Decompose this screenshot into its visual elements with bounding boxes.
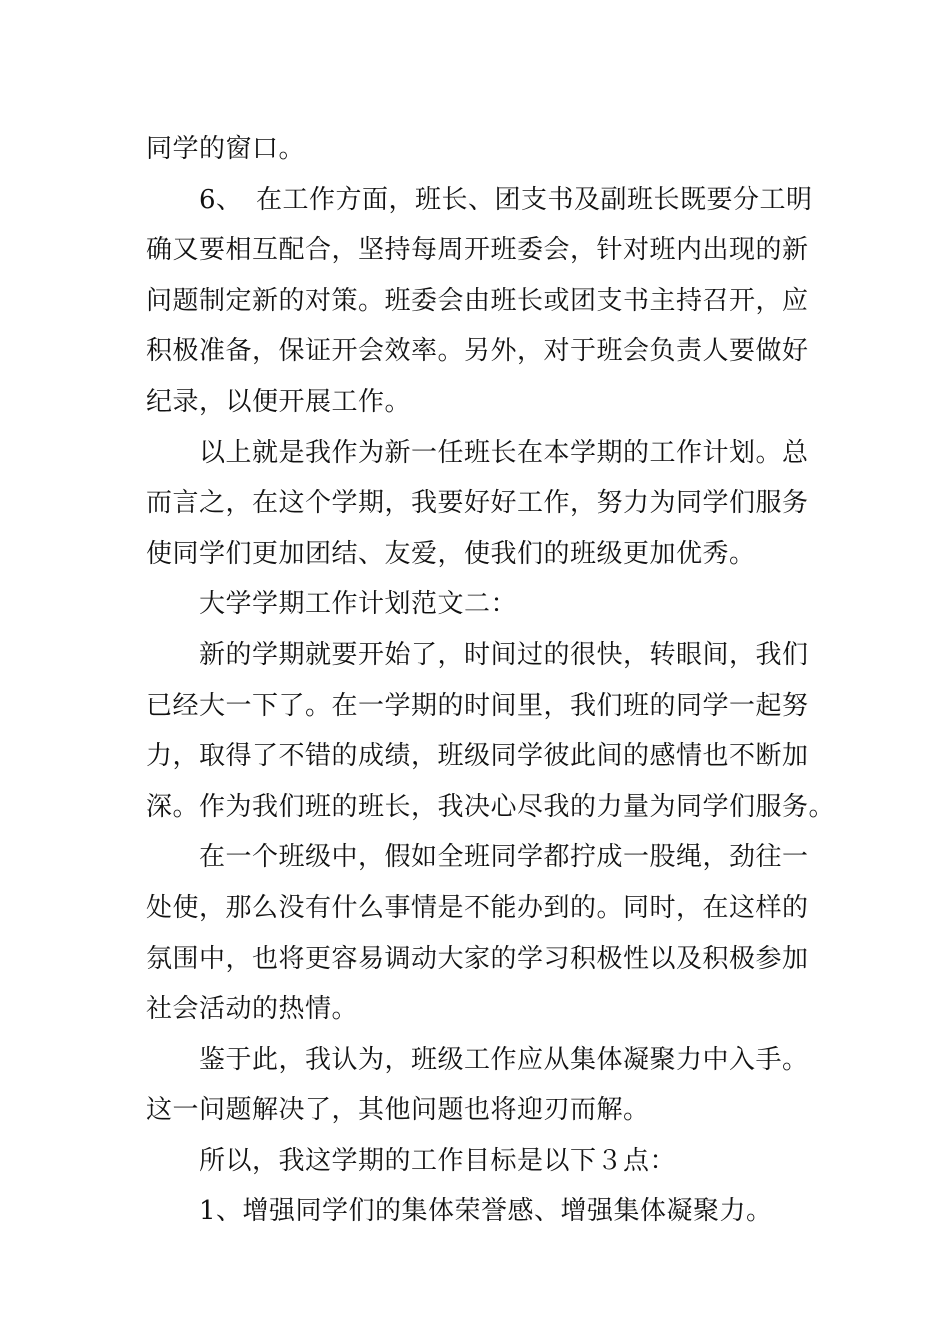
list-item: 1、增强同学们的集体荣誉感、增强集体凝聚力。 <box>146 1196 773 1227</box>
text-line: 力，取得了不错的成绩，班级同学彼此间的感情也不断加 <box>146 741 809 772</box>
text-line: 氛围中，也将更容易调动大家的学习积极性以及积极参加 <box>146 943 809 974</box>
text-line: 使同学们更加团结、友爱，使我们的班级更加优秀。 <box>146 538 756 569</box>
text-line: 在一个班级中，假如全班同学都拧成一股绳，劲往一 <box>146 842 809 873</box>
text-line: 处使，那么没有什么事情是不能办到的。同时，在这样的 <box>146 892 809 923</box>
text-line: 积极准备，保证开会效率。另外，对于班会负责人要做好 <box>146 336 809 367</box>
document-body <box>146 124 836 1237</box>
text-line: 这一问题解决了，其他问题也将迎刃而解。 <box>146 1095 650 1126</box>
text-line: 问题制定新的对策。班委会由班长或团支书主持召开，应 <box>146 285 809 316</box>
text-line: 深。作为我们班的班长，我决心尽我的力量为同学们服务。 <box>146 791 836 822</box>
section-heading: 大学学期工作计划范文二： <box>146 589 518 620</box>
text-line: 新的学期就要开始了，时间过的很快，转眼间，我们 <box>146 639 809 670</box>
text-line: 同学的窗口。 <box>146 134 306 164</box>
text-line: 确又要相互配合，坚持每周开班委会，针对班内出现的新 <box>146 235 809 266</box>
text-line: 鉴于此，我认为，班级工作应从集体凝聚力中入手。 <box>146 1044 809 1075</box>
text-line: 而言之，在这个学期，我要好好工作，努力为同学们服务 <box>146 488 809 519</box>
text-line: 社会活动的热情。 <box>146 994 359 1025</box>
text-line: 6、 在工作方面，班长、团支书及副班长既要分工明 <box>146 184 813 215</box>
text-line: 以上就是我作为新一任班长在本学期的工作计划。总 <box>146 437 809 468</box>
text-line: 已经大一下了。在一学期的时间里，我们班的同学一起努 <box>146 690 809 721</box>
text-line: 所以，我这学期的工作目标是以下３点： <box>146 1145 677 1176</box>
text-line: 纪录，以便开展工作。 <box>146 386 412 417</box>
